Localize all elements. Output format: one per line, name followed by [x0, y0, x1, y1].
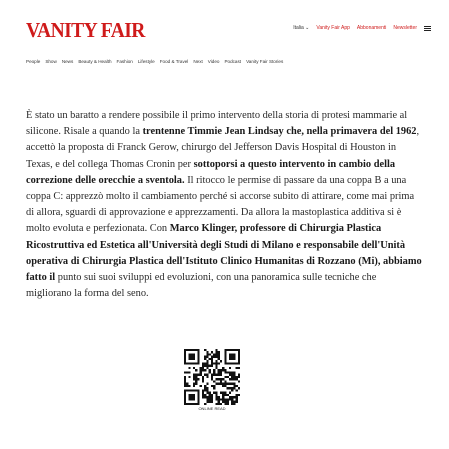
nav-item-lifestyle[interactable]: Lifestyle — [137, 59, 155, 64]
hamburger-menu-icon[interactable] — [424, 26, 431, 31]
article-body — [26, 108, 424, 302]
text-run: , accettò la proposta di Franck Gerow, chirurgo del Jefferson Davis Hospital di Houston in Texas, e del collega Thomas Cronin per — [26, 126, 420, 170]
text-run: È stato un baratto a rendere possibile il primo intervento della storia di protesi mammarie al silicone. Risale a quando la — [26, 110, 408, 138]
qr-caption: ONLINE READ — [198, 406, 226, 411]
text-run: Il ritocco le permise di passare da una coppa B a una coppa C: apprezzò molto il cambiamento perché si accorse subito di attirare, come mai prima di allora, sguardi di approvazione e apprezzamenti. Da allora la mastoplastica additiva si è molto evoluta e perfezionata. Con — [26, 174, 415, 235]
nav-item-vanity-fair-stories[interactable]: Vanity Fair Stories — [246, 59, 284, 64]
nav-item-podcast[interactable]: Podcast — [224, 59, 242, 64]
qr-code-icon[interactable] — [184, 349, 240, 405]
newsletter-link[interactable]: Newsletter — [393, 25, 417, 31]
region-selector[interactable]: Italia ⌄ — [293, 25, 310, 31]
nav-item-food-travel[interactable]: Food & Travel — [159, 59, 189, 64]
nav-item-show[interactable]: Show — [45, 59, 57, 64]
nav-item-people[interactable]: People — [26, 59, 41, 64]
nav-item-next[interactable]: Next — [193, 59, 203, 64]
bold-run: Marco Klinger, professore di Chirurgia Plastica Ricostruttiva ed Estetica all'Università degli Studi di Milano e responsabile dell'Unità operativa di Chirurgia Plastica dell'Istituto Clinico Humanitas di Rozzano (Mi), abbiamo fatto il — [26, 223, 422, 284]
top-nav — [286, 25, 431, 31]
site-header — [0, 0, 449, 60]
nav-item-news[interactable]: News — [61, 59, 74, 64]
section-nav — [26, 59, 288, 64]
bold-run: sottoporsi a questo intervento in cambio della correzione delle orecchie a sventola. — [26, 158, 396, 186]
text-run: punto sui suoi sviluppi ed evoluzioni, con una panoramica sulle tecniche che migliorano la forma del seno. — [26, 272, 377, 300]
nav-item-beauty-health[interactable]: Beauty & Health — [78, 59, 112, 64]
article-paragraph — [26, 108, 424, 302]
subscribe-link[interactable]: Abbonamenti — [356, 25, 387, 31]
bold-run: trentenne Timmie Jean Lindsay che, nella primavera del 1962 — [142, 126, 417, 138]
app-link[interactable]: Vanity Fair App — [316, 25, 350, 31]
nav-item-video[interactable]: Video — [207, 59, 220, 64]
nav-item-fashion[interactable]: Fashion — [116, 59, 133, 64]
vanity-fair-logo[interactable]: VANITY FAIR — [26, 18, 145, 42]
